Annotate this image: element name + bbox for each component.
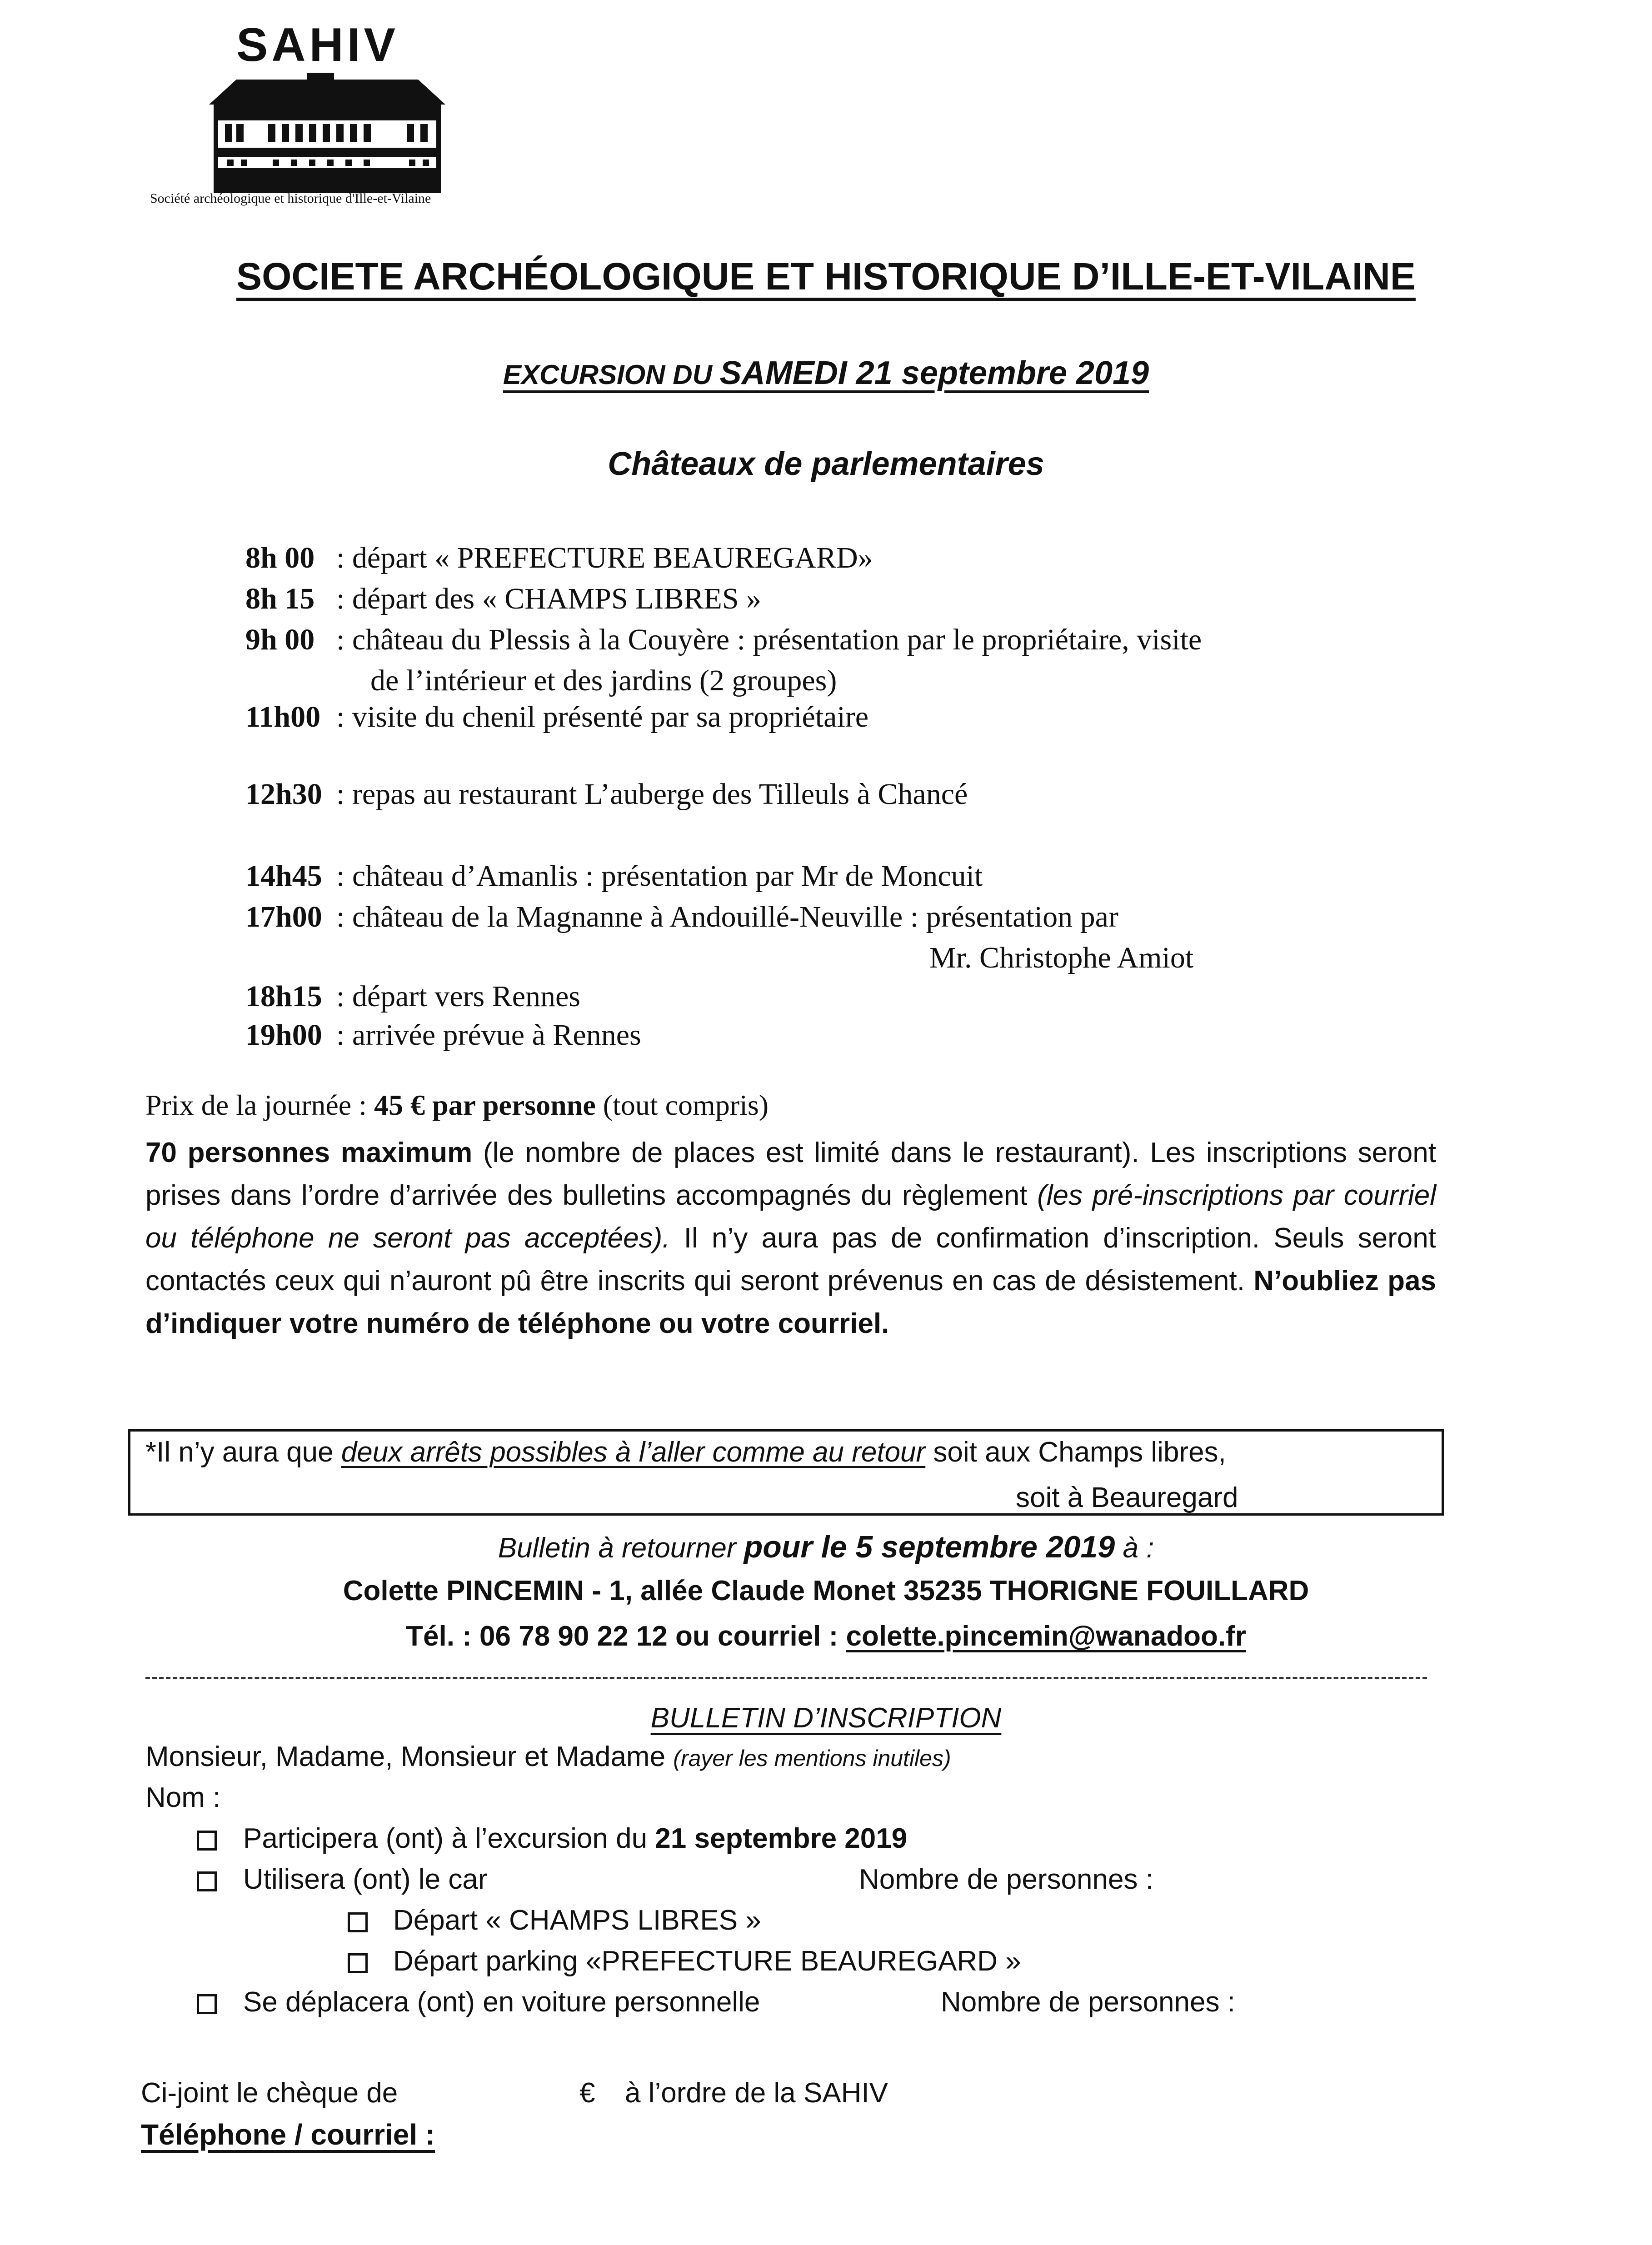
cheque-label: Ci-joint le chèque de <box>141 2077 398 2109</box>
schedule-row <box>245 584 761 614</box>
schedule-text: : départ « PREFECTURE BEAUREGARD» <box>336 541 873 574</box>
schedule-row <box>245 702 868 732</box>
phone-email-label: Téléphone / courriel : <box>141 2118 435 2151</box>
depart-champs-checkbox[interactable] <box>348 1912 368 1932</box>
civility-line <box>145 1741 951 1773</box>
notice-suffix: soit aux Champs libres, <box>925 1437 1226 1468</box>
schedule-row <box>245 1020 641 1050</box>
form-title <box>0 1702 1652 1734</box>
paragraph-bold-reminder: N’oubliez pas d’indiquer votre numéro de téléphone ou votre courriel. <box>145 1265 1436 1339</box>
participate-label <box>243 1822 907 1855</box>
schedule-time: 8h 15 <box>245 582 315 615</box>
schedule-row <box>245 779 968 809</box>
schedule-time: 8h 00 <box>245 541 315 574</box>
page-title-text: SOCIETE ARCHÉOLOGIQUE ET HISTORIQUE D’ILLE-ET-VILAINE <box>236 255 1416 298</box>
schedule-text: : château de la Magnanne à Andouillé-Neuville : présentation par <box>336 900 1118 933</box>
schedule-row <box>245 982 580 1012</box>
cheque-order: à l’ordre de la SAHIV <box>625 2077 888 2109</box>
schedule-text: : château du Plessis à la Couyère : présentation par le propriétaire, visite <box>336 623 1202 656</box>
price-amount: 45 € par personne <box>374 1089 596 1121</box>
depart-prefecture-label: Départ parking «PREFECTURE BEAUREGARD » <box>393 1946 1021 1977</box>
participate-date: 21 septembre 2019 <box>655 1823 908 1854</box>
schedule-time: 9h 00 <box>245 623 315 656</box>
contact-address: Colette PINCEMIN - 1, allée Claude Monet 35235 THORIGNE FOUILLARD <box>343 1575 1309 1606</box>
bus-checkbox[interactable] <box>197 1871 217 1891</box>
return-prefix: Bulletin à retourner <box>498 1532 744 1564</box>
participate-prefix: Participera (ont) à l’excursion du <box>243 1823 655 1854</box>
return-suffix: à : <box>1115 1532 1154 1564</box>
notice-line-2: soit à Beauregard <box>1016 1482 1238 1513</box>
contact-phone <box>0 1620 1652 1652</box>
schedule-continuation: de l’intérieur et des jardins (2 groupes) <box>370 664 837 697</box>
schedule-time: 12h30 <box>245 778 322 811</box>
notice-emphasis: deux arrêts possibles à l’aller comme au retour <box>341 1437 926 1468</box>
return-date: pour le 5 septembre 2019 <box>744 1530 1115 1564</box>
schedule-text: : arrivée prévue à Rennes <box>336 1018 641 1052</box>
subtitle-prefix: EXCURSION DU <box>503 359 720 390</box>
paragraph-text-1: (le nombre de places est limité dans le restaurant). Les inscriptions seront prises dans l’ordre d’arrivée des bulletins accompagnés du règlement <box>145 1137 1436 1211</box>
phone-prefix: Tél. : 06 78 90 22 12 ou courriel : <box>406 1621 846 1652</box>
return-instructions <box>0 1529 1652 1565</box>
notice-line-1 <box>145 1436 1226 1468</box>
car-checkbox[interactable] <box>197 1994 217 2014</box>
subtitle-date: SAMEDI 21 septembre 2019 <box>719 355 1149 391</box>
price-line <box>145 1088 769 1122</box>
schedule-time: 18h15 <box>245 980 322 1013</box>
schedule-row <box>245 625 1202 655</box>
paragraph-text-2: Il n’y aura pas de confirmation d’inscription. Seuls seront contactés ceux qui n’auront pû être inscrits qui seront prévenus en cas de désistement. <box>145 1222 1436 1297</box>
participate-checkbox[interactable] <box>197 1831 217 1851</box>
price-note: (tout compris) <box>595 1089 769 1121</box>
depart-prefecture-checkbox[interactable] <box>348 1953 368 1973</box>
notice-prefix: *Il n’y aura que <box>145 1437 341 1468</box>
schedule-text: : départ des « CHAMPS LIBRES » <box>336 582 762 615</box>
schedule-continuation: Mr. Christophe Amiot <box>929 941 1194 974</box>
civility-options: Monsieur, Madame, Monsieur et Madame <box>145 1741 674 1772</box>
schedule-row <box>245 861 983 891</box>
name-field-label: Nom : <box>145 1782 221 1813</box>
bus-label: Utilisera (ont) le car <box>243 1864 488 1895</box>
car-count-label: Nombre de personnes : <box>941 1986 1235 2018</box>
schedule-text: : visite du chenil présenté par sa propriétaire <box>336 700 869 733</box>
schedule-row <box>245 902 1118 932</box>
paragraph-italic: (les pré-inscriptions par courriel ou téléphone ne seront pas acceptées). <box>145 1180 1437 1254</box>
max-participants: 70 personnes maximum <box>145 1137 473 1168</box>
registration-paragraph <box>145 1132 1436 1345</box>
schedule-row <box>245 543 873 573</box>
depart-champs-label: Départ « CHAMPS LIBRES » <box>393 1905 761 1936</box>
price-label: Prix de la journée : <box>145 1089 374 1121</box>
schedule-time: 11h00 <box>245 700 321 733</box>
page-title <box>0 254 1652 299</box>
logo-name: SAHIV <box>236 19 399 71</box>
excursion-subtitle <box>0 354 1652 392</box>
email-link[interactable]: colette.pincemin@wanadoo.fr <box>846 1621 1246 1652</box>
schedule-time: 14h45 <box>245 859 322 893</box>
form-title-text: BULLETIN D’INSCRIPTION <box>650 1702 1002 1734</box>
schedule-time: 17h00 <box>245 900 322 933</box>
schedule-text: : château d’Amanlis : présentation par Mr de Moncuit <box>336 859 983 893</box>
civility-note: (rayer les mentions inutiles) <box>673 1746 951 1771</box>
cut-line-divider <box>145 1677 1427 1679</box>
schedule-time: 19h00 <box>245 1018 322 1052</box>
logo-caption: Société archéologique et historique d'Ille-et-Vilaine <box>150 191 431 206</box>
bus-count-label: Nombre de personnes : <box>859 1864 1153 1895</box>
excursion-theme: Châteaux de parlementaires <box>608 446 1044 482</box>
car-label: Se déplacera (ont) en voiture personnelle <box>243 1986 760 2018</box>
schedule-text: : départ vers Rennes <box>336 980 580 1013</box>
castle-building-icon <box>200 70 454 193</box>
schedule-text: : repas au restaurant L’auberge des Tilleuls à Chancé <box>336 778 968 811</box>
euro-sign: € <box>579 2077 595 2109</box>
